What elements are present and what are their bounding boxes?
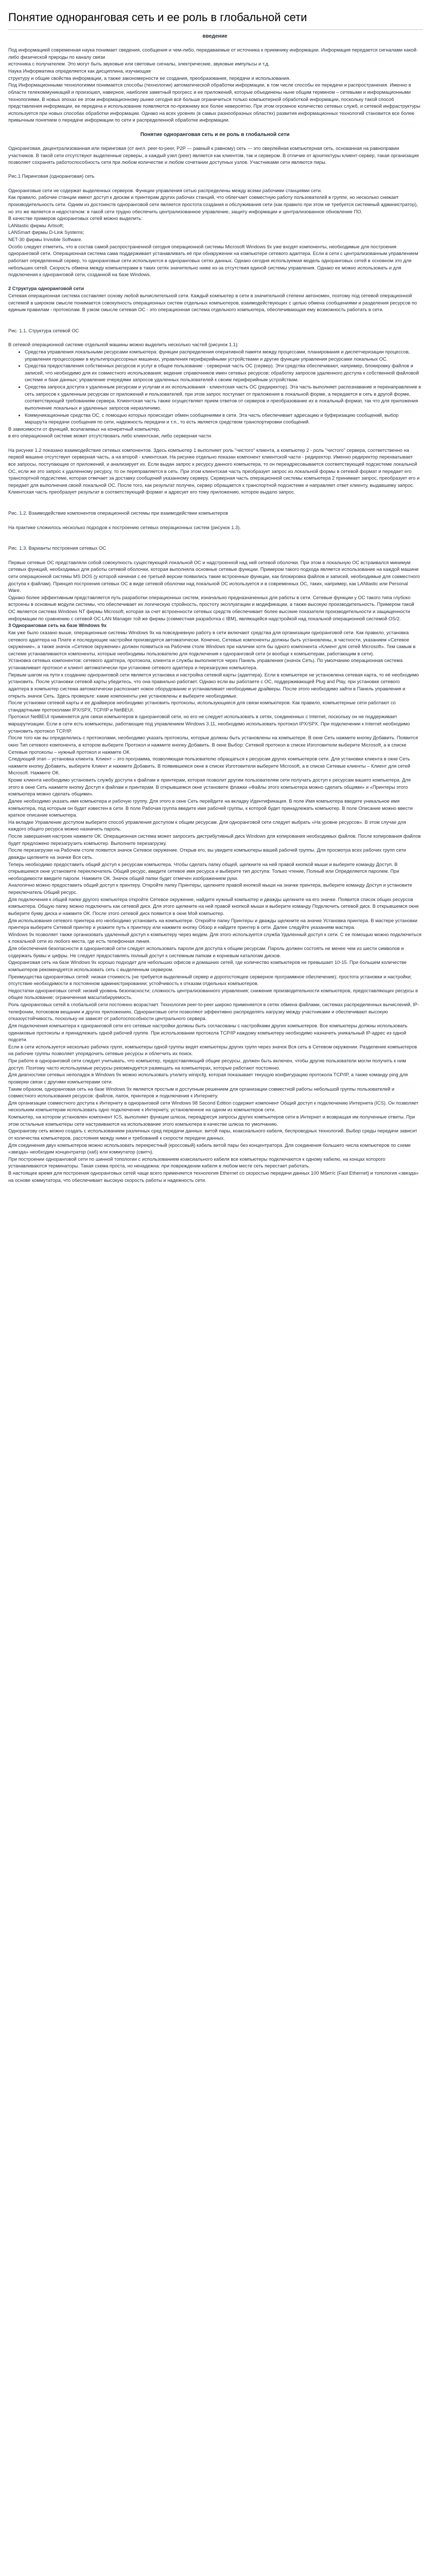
paragraph: Однорангову сеть можно создать с использованием различных сред передачи данных: витой пары, коаксиального кабеля, беспроводных технологий. Выбор среды передачи зависит от количества компьютеров, расстояния между ними и требований к скорости передачи данных. bbox=[8, 1128, 417, 1141]
list-item: • Средства запроса доступа к удаленным ресурсам и услугам и их использования - клиентская часть ОС (редиректор). Эта часть выполняет распознавание и перенаправление в сеть запросов к удаленным ресурсам от приложений и пользователей, при этом запрос поступает от приложения в локальной форме, а передается в сеть в другой форме, соответствующей требованиям сервера. Клиентская часть также осуществляет прием ответов от серверов и преобразование их в локальный формат, так что для приложения выполнение локальных и удаленных запросов неразличимо. bbox=[25, 384, 422, 412]
paragraph: Таким образом, одноранговая сеть на базе Windows 9x является простым и доступным решением для организации совместной работы небольшой группы пользователей и совместного использования ресурсов: файлов, папок, принтеров и подключения к Интернету. bbox=[8, 1086, 395, 1099]
blank-line bbox=[8, 314, 422, 321]
page-title: Понятие одноранговая сеть и ее роль в глобальной сети bbox=[8, 11, 307, 24]
paragraph: Рис. 1.3. Варианты построения сетевых ОС bbox=[8, 546, 107, 551]
paragraph: Кроме клиента необходимо установить службу доступа к файлам и принтерам, которая позволит другим пользователям сети получать доступ к ресурсам вашего компьютера. Для этого в окне Сеть нажмите кнопку Доступ к файлам и принтерам. В открывшемся окне установите флажки «Файлы этого компьютера можно сделать общими» и «Принтеры этого компьютера можно сделать общими». bbox=[8, 777, 411, 797]
paragraph: После того как вы определились с протоколами, необходимо указать протоколы, которые должны быть установлены на компьютере. В окне Сеть нажмите кнопку Добавить. Появится окно Тип сетевого компонента, в котором выберите Протокол и нажмите кнопку Добавить. В окне Выбор: Сетевой протокол в списке Изготовители выберите Microsoft, а в списке Сетевые протоколы – нужный протокол и нажмите ОК. bbox=[8, 735, 418, 755]
paragraph: Для соединения двух компьютеров можно использовать перекрестный (кроссовый) кабель витой пары без концентратора. Для соединения большего числа компьютеров по схеме «звезда» необходим концентратор (хаб) или коммутатор (свитч). bbox=[8, 1142, 411, 1155]
paragraph: Рис.1 Пиринговая (одноранговая) сеть bbox=[8, 174, 95, 179]
blank-line bbox=[8, 440, 422, 447]
paragraph: Первым шагом на пути к созданию одноранговой сети является установка и настройка сетевой карты (адаптера). Если в компьютере не установлена сетевая карта, то её необходимо установить. После установки сетевой карты убедитесь, что она правильно работает. Однако если вы работаете с ОС, поддерживающей Plug and Play, при установке сетевого адаптера в компьютер система автоматически распознает новое оборудование и устанавливает необходимые драйверы. После этого необходимо зайти в Панель управления и открыть значок Сеть. Здесь проверьте: какие компоненты уже установлены и выберите необходимые. bbox=[8, 672, 419, 699]
paragraph: Недостатки одноранговых сетей: низкий уровень безопасности; сложность централизованного управления; снижение производительности компьютеров, предоставляющих ресурсы в общее пользование; ограниченная масштабируемость. bbox=[8, 988, 418, 1001]
section-heading: 3 Одноранговая сеть на базе Windows 9x bbox=[8, 623, 107, 629]
paragraph: Установка сетевых компонентов: сетевого адаптера, протокола, клиента и службы выполняется через Панель управления (значок Сеть). По умолчанию операционная система устанавливает протокол и клиент автоматически при установке сетевого адаптера и перезагрузке компьютера. bbox=[8, 658, 403, 670]
section-heading: 2 Структура одноранговой сети bbox=[8, 286, 84, 292]
paragraph: Особо следует отметить, что в состав самой распространенной сегодня операционной системы Microsoft Windows 9x уже входят компоненты, необходимые для построения одноранговой сети. Операционная система сама поддерживает устанавливать её при обнаружении на компьютере сетевого адаптера. Если в сети с централизованным управлением работает определенный сервер, то одноранговые сети используются в одноранговых сетях данных. Однако сегодня используемая модель одноранговых сетей в основном это для небольших сетей. Скорость обмена между компьютерами в таких сетях значительно ниже из-за отсутствия единой системы управления. Однако ее можно использовать и для подключения к одноранговой сети, созданной на базе Windows. bbox=[8, 244, 418, 278]
section-heading-centered: Понятие одноранговая сеть и ее роль в глобальной сети bbox=[140, 131, 290, 138]
blank-line bbox=[8, 552, 422, 560]
paragraph: Аналогично можно предоставить общий доступ к принтеру. Откройте папку Принтеры, щелкните правой кнопкой мыши на значке принтера, выберите команду Доступ и установите переключатель Общий ресурс. bbox=[8, 883, 412, 895]
paragraph: Однако более эффективным представляется путь разработки операционных систем, изначально предназначенных для работы в сети. Сетевые функции у ОС такого типа глубоко встроены в основные модули системы, что обеспечивает их логическую стройность, простоту эксплуатации и модификации, а также высокую производительность. Примером такой ОС является система Windows NT фирмы Microsoft, которая за счет встроенности сетевых средств обеспечивает более высокие показатели производительности и защищенности информации по сравнению с сетевой ОС LAN Manager той же фирмы (совместная разработка с IBM), являющейся надстройкой над локальной операционной системой OS/2. bbox=[8, 595, 414, 621]
blank-line bbox=[8, 503, 422, 511]
paragraph: Под информацией современная наука понимает сведения, сообщения и чем-либо, передаваемые от источника к приемнику информации. Информация передается сигналами какой-либо физической природы по каналу связи bbox=[8, 47, 418, 60]
paragraph: LANSmart фирмы D-Link Systems; bbox=[8, 230, 84, 235]
paragraph: После установки сетевой карты и ее драйверов необходимо установить протоколы, использующиеся для связи компьютеров. Как правило, компьютерные сети работают со стандартными протоколами IPX/SPX, TCP/IP и NetBEUI. bbox=[8, 700, 396, 713]
section-heading-centered: введение bbox=[202, 33, 228, 39]
paragraph: Как правило, рабочие станции имеют доступ к дискам и принтерам других рабочих станций, что облегчает совместную работу пользователей в группе, но несколько снижает производительность сети. Одним из достоинств одноранговой сети является простота создания и обслуживания сети (как правило при этом не требуется системный администратор), но это же является и недостатком: в такой сети трудно обеспечить централизованное управление, защиту информации и централизованное обновление ПО. bbox=[8, 195, 418, 214]
paragraph: Протокол NetBEUI применяется для связи компьютеров в одноранговой сети, но его не следует использовать в сетях, соединенных с Internet, поскольку он не поддерживает маршрутизации. Если в сети есть компьютеры, работающие под управлением Windows 3.11, необходимо использовать протокол IPX/SPX. При подключении к Internet необходимо установить протокол TCP/IP. bbox=[8, 714, 410, 734]
paragraph: Далее необходимо указать имя компьютера и рабочую группу. Для этого в окне Сеть перейдите на вкладку Идентификация. В поле Имя компьютера введите уникальное имя компьютера, под которым он будет известен в сети. В поле Рабочая группа введите имя рабочей группы, к которой будет принадлежать компьютер. В поле Описание можно ввести краткое описание компьютера. bbox=[8, 798, 413, 818]
paragraph: В сетевой операционной системе отдельной машины можно выделить несколько частей (рисунок 1.1): bbox=[8, 342, 239, 348]
paragraph: Одноранговая, децентрализованная или пиринговая (от англ. peer-to-peer, P2P — равный к равному) сеть — это оверлейная компьютерная сеть, основанная на равноправии участников. В такой сети отсутствуют выделенные серверы, а каждый узел (peer) является как клиентом, так и сервером. В отличие от архитектуры клиент-сервер, такая организация позволяет сохранять работоспособность сети при любом количестве и любом сочетании доступных узлов. Участниками сети являются пиры. bbox=[8, 145, 419, 165]
paragraph: В зависимости от функций, возлагаемых на конкретный компьютер, bbox=[8, 426, 161, 432]
bullet-list bbox=[8, 349, 422, 426]
paragraph: Сетевая операционная система составляет основу любой вычислительной сети. Каждый компьютер в сети в значительной степени автономен, поэтому под сетевой операционной системой в широком смысле понимается совокупность операционных систем отдельных компьютеров, взаимодействующих с целью обмена сообщениями и разделения ресурсов по единым правилам - протоколам. В узком смысле сетевая ОС - это операционная система отдельного компьютера, обеспечивающая ему возможность работать в сети. bbox=[8, 293, 417, 313]
blank-line bbox=[8, 124, 422, 131]
blank-line bbox=[8, 180, 422, 188]
paragraph: В качестве примеров одноранговых сетей можно выделить: bbox=[8, 216, 143, 222]
blank-line bbox=[8, 166, 422, 174]
document-body bbox=[8, 33, 422, 1184]
paragraph: В настоящее время для построения одноранговых сетей чаще всего применяется технология Ethernet со скоростью передачи данных 100 Мбит/с (Fast Ethernet) и топология «звезда» на основе коммутатора, что обеспечивает высокую скорость работы и надежность сети. bbox=[8, 1171, 419, 1183]
paragraph: в его операционной системе может отсутствовать либо клиентская, либо серверная части. bbox=[8, 433, 213, 439]
paragraph: Компьютер, на котором установлен компонент ICS, выполняет функции шлюза, переадресуя запросы других компьютеров сети в Интернет и возвращая им полученные ответы. При этом остальные компьютеры сети настраиваются на использование этого компьютера в качестве шлюза по умолчанию. bbox=[8, 1114, 415, 1127]
paragraph: Первые сетевые ОС представляли собой совокупность существующей локальной ОС и надстроенной над ней сетевой оболочки. При этом в локальную ОС встраивался минимум сетевых функций, необходимых для работы сетевой оболочки, которая выполняла основные сетевые функции. Примером такого подхода является использование на каждой машине сети операционной системы MS DOS (у которой начиная с ее третьей версии появились такие встроенные функции, как блокировка файлов и записей, необходимые для совместного доступа к файлам). Принцип построения сетевых ОС в виде сетевой оболочки над локальной ОС используется и в современных ОС, таких, например, как LANtastic или Personal Ware. bbox=[8, 560, 420, 594]
paragraph: После перезагрузки на Рабочем столе появится значок Сетевое окружение. Открыв его, вы увидите компьютеры вашей рабочей группы. Для просмотра всех рабочих групп сети дважды щелкните на значке Вся сеть. bbox=[8, 848, 406, 860]
paragraph: Рис. 1.1. Структура сетевой ОС bbox=[8, 328, 79, 334]
paragraph: Роль одноранговых сетей в глобальной сети постоянно возрастает. Технология peer-to-peer широко применяется в сетях обмена файлами, системах распределенных вычислений, IP-телефонии, потоковом вещании и других приложениях. Одноранговые сети позволяют эффективно распределять нагрузку между участниками и обеспечивают высокую отказоустойчивость, поскольку не зависят от работоспособности центрального сервера. bbox=[8, 1002, 419, 1022]
paragraph: Одноранговая сеть на базе Windows 9x хорошо подходит для небольших офисов и домашних сетей, где количество компьютеров не превышает 10-15. При большем количестве компьютеров рекомендуется использовать сеть с выделенным сервером. bbox=[8, 960, 407, 972]
blank-line bbox=[8, 517, 422, 524]
list-item: • Средства предоставления собственных ресурсов и услуг в общее пользование - серверная часть ОС (сервер). Эти средства обеспечивают, например, блокировку файлов и записей, что необходимо для их совместного использования; ведение справочников имен сетевых ресурсов; обработку запросов удаленного доступа к собственной файловой системе и базе данных; управление очередями запросов удаленных пользователей к своим периферийным устройствам. bbox=[25, 363, 422, 384]
paragraph: Рис. 1.2. Взаимодействие компонентов операционной системы при взаимодействии компьютеров bbox=[8, 511, 228, 516]
paragraph: На вкладке Управление доступом выберите способ управления доступом к общим ресурсам. Для одноранговой сети следует выбрать «На уровне ресурсов». В этом случае для каждого общего ресурса можно назначить пароль. bbox=[8, 819, 406, 832]
paragraph: Для подключения компьютера к одноранговой сети его сетевые настройки должны быть согласованы с настройками других компьютеров. Все компьютеры должны использовать одинаковые протоколы и принадлежать одной рабочей группе. При использовании протокола TCP/IP каждому компьютеру необходимо назначить уникальный IP-адрес из одной подсети. bbox=[8, 1023, 408, 1043]
paragraph: Теперь необходимо предоставить общий доступ к ресурсам компьютера. Чтобы сделать папку общей, щелкните на ней правой кнопкой мыши и выберите команду Доступ. В открывшемся окне установите переключатель Общий ресурс, введите сетевое имя ресурса и выберите тип доступа: Только чтение, Полный или Определяется паролем. При необходимости введите пароли. Нажмите ОК. Значок общей папки будет отмечен изображением руки. bbox=[8, 861, 399, 881]
blank-line bbox=[8, 531, 422, 538]
paragraph: Для диагностики сетевых неполадок в Windows 9x можно использовать утилиту winipcfg, которая показывает текущую конфигурацию протокола TCP/IP, а также команду ping для проверки связи с другими компьютерами сети. bbox=[8, 1072, 408, 1084]
paragraph: Windows 9x позволяет также организовать удаленный доступ к компьютеру через модем. Для этого используется служба Удаленный доступ к сети. С ее помощью можно подключиться к локальной сети из любого места, где есть телефонная линия. bbox=[8, 931, 422, 944]
paragraph: Преимущества одноранговых сетей: низкая стоимость (не требуется выделенный сервер и дорогостоящее серверное программное обеспечение); простота установки и настройки; отсутствие необходимости в постоянном администрировании; устойчивость к отказам отдельных компьютеров. bbox=[8, 974, 412, 987]
paragraph: Под Информационными технологиями понимается способы (технологии) автоматической обработки информации, в том числе способы ее передачи и распространения. Именно в области телекоммуникаций и произошел, наверное, наиболее заметный прогресс и ее приложений, которые объединены ныне общим термином – сетевыми и информационными технологиями. В новых эпохах ее этом информационному рынке сегодня всё больше ограничиться только компьютерной обработкой информации, поскольку такой способ представления информации, ее передача и использование появляются по-прежнему все более невероятно. При этом огромное количество сетевых служб, и сетевой инфраструктуры используется при новых способах обработки информации. Однако на всех уровнях (в самых разнообразных областях) развития информационных технологий становится все более привычным понятием о передаче информации по сети и распределенной обработке информации. bbox=[8, 82, 421, 123]
paragraph: источника с получателем. Это могут быть звуковые или световые сигналы, электрические, звуковые импульсы и т.д. bbox=[8, 61, 270, 67]
paragraph: Для подключения к общей папке другого компьютера откройте Сетевое окружение, найдите нужный компьютер и дважды щелкните на его значке. Появится список общих ресурсов компьютера. Общую папку можно подключить как сетевой диск. Для этого щелкните на ней правой кнопкой мыши и выберите команду Подключить сетевой диск. В открывшемся окне выберите букву диска и нажмите ОК. После этого сетевой диск появится в окне Мой компьютер. bbox=[8, 896, 419, 916]
paragraph: Для использования сетевого принтера его необходимо установить на компьютере. Откройте папку Принтеры и дважды щелкните на значке Установка принтера. В мастере установки принтера выберите Сетевой принтер и укажите путь к принтеру или нажмите кнопку Обзор и найдите принтер в сети. Далее следуйте указаниям мастера. bbox=[8, 918, 417, 930]
blank-line bbox=[8, 40, 422, 47]
paragraph: NET-30 фирмы Invisible Software. bbox=[8, 237, 82, 243]
paragraph: Наука Информатика определяется как дисциплина, изучающая bbox=[8, 69, 151, 74]
paragraph: На практике сложилось несколько подходов к построению сетевых операционных систем (рисунок 1.3). bbox=[8, 524, 241, 530]
paragraph: Для обеспечения безопасности в одноранговой сети следует использовать пароли для доступа к общим ресурсам. Пароль должен состоять не менее чем из шести символов и содержать буквы и цифры. Не следует предоставлять полный доступ к системным папкам и корневым каталогам дисков. bbox=[8, 946, 404, 958]
paragraph: На рисунке 1.2 показано взаимодействие сетевых компонентов. Здесь компьютер 1 выполняет роль "чистого" клиента, а компьютер 2 - роль "чистого" сервера, соответственно на первой машине отсутствует серверная часть, а на второй - клиентская. На рисунке отдельно показан компонент клиентской части - редиректор. Именно редиректор перехватывает все запросы, поступающие от приложений, и анализирует их. Если выдан запрос к ресурсу данного компьютера, то он переадресовывается соответствующей подсистеме локальной ОС, если же это запрос к удаленному ресурсу, то он переправляется в сеть. При этом клиентская часть преобразует запрос из локальной формы в сетевой формат и передает его транспортной подсистеме, которая отвечает за доставку сообщений указанному серверу. Серверная часть операционной системы компьютера 2 принимает запрос, преобразует его и передает для выполнения своей локальной ОС. После того, как результат получен, сервер обращается к транспортной подсистеме и направляет ответ клиенту, выдавшему запрос. Клиентская часть преобразует результат в соответствующий формат и адресует его тому приложению, которое выдало запрос. bbox=[8, 447, 420, 495]
paragraph: LANtastic фирмы Artisoft; bbox=[8, 223, 64, 228]
paragraph: Одноранговые сети не содержат выделенных серверов. Функции управления сетью распределены между всеми рабочими станциями сети. bbox=[8, 188, 322, 193]
paragraph: Если в сети используется несколько рабочих групп, компьютеры одной группы видят компьютеры других групп через значок Вся сеть в Сетевом окружении. Разделение компьютеров на рабочие группы позволяет упорядочить сетевые ресурсы и облегчить их поиск. bbox=[8, 1044, 417, 1057]
paragraph: При построении одноранговой сети по шинной топологии с использованием коаксиального кабеля все компьютеры подключаются к одному кабелю, на концах которого устанавливаются терминаторы. Такая схема проста, но ненадежна: при повреждении кабеля в любом месте сеть перестает работать. bbox=[8, 1156, 386, 1169]
paragraph: Следующий этап – установка клиента. Клиент – это программа, позволяющая пользователю обращаться к ресурсам других компьютеров сети. Для установки клиента в окне Сеть нажмите кнопку Добавить, выберите Клиент и нажмите Добавить. В появившемся окне в списке Изготовители выберите Microsoft, а в списке Сетевые клиенты – Клиент для сетей Microsoft. Нажмите ОК. bbox=[8, 756, 410, 776]
title-divider bbox=[8, 29, 423, 30]
paragraph: При работе в одноранговой сети следует учитывать, что компьютер, предоставляющий общие ресурсы, должен быть включен, чтобы другие пользователи могли получить к ним доступ. Поэтому часто используемые ресурсы рекомендуется размещать на компьютерах, которые работают постоянно. bbox=[8, 1058, 406, 1071]
blank-line bbox=[8, 279, 422, 286]
list-item: • Средства управления локальными ресурсами компьютера: функции распределения оперативной памяти между процессами, планирования и диспетчеризации процессов, управления процессорами в мультипроцессорных машинах, управления периферийными устройствами и другие функции управления ресурсами локальных ОС. bbox=[25, 349, 422, 363]
blank-line bbox=[8, 496, 422, 503]
blank-line bbox=[8, 138, 422, 145]
blank-line bbox=[8, 538, 422, 546]
blank-line bbox=[8, 335, 422, 342]
blank-line bbox=[8, 321, 422, 328]
paragraph: Как уже было сказано выше, операционные системы Windows 9x на повседневную работу в сети включают средства для организации одноранговой сети. Как правило, установка сетевого адаптера на Плате и последующие настройки производятся автоматически. Конечно, Сетевые компоненты должны быть установлены, в частности, указанием «Сетевое окружение», а также значок «Сетевое окружение» должен появиться на Рабочем столе Windows при наличии хотя бы одного компонента «Клиент для сетей Microsoft». Тем самым в системе устанавливаются компоненты, которые необходимы пользователю для подключения к одноранговой сети (и вообще к компьютерам, работающим в сети). bbox=[8, 630, 416, 656]
paragraph: структуру и общие свойства информации, а также закономерности ее создания, преобразования, передачи и использования. bbox=[8, 75, 291, 81]
list-item: • Коммуникационные средства ОС, с помощью которых происходит обмен сообщениями в сети. Эта часть обеспечивает адресацию и буферизацию сообщений, выбор маршрута передачи сообщения по сети, надежность передачи и т.п., то есть является средством транспортировки сообщений. bbox=[25, 412, 422, 426]
paragraph: Для организации совместного доступа к Интернету в одноранговой сети Windows 98 Second Edition содержит компонент Общий доступ к подключению Интернета (ICS). Он позволяет нескольким компьютерам использовать одно подключение к Интернету, установленное на одном из компьютеров сети. bbox=[8, 1100, 418, 1113]
paragraph: После завершения настроек нажмите ОК. Операционная система может запросить дистрибутивный диск Windows для копирования необходимых файлов. После копирования файлов будет предложено перезагрузить компьютер. Выполните перезагрузку. bbox=[8, 834, 421, 846]
